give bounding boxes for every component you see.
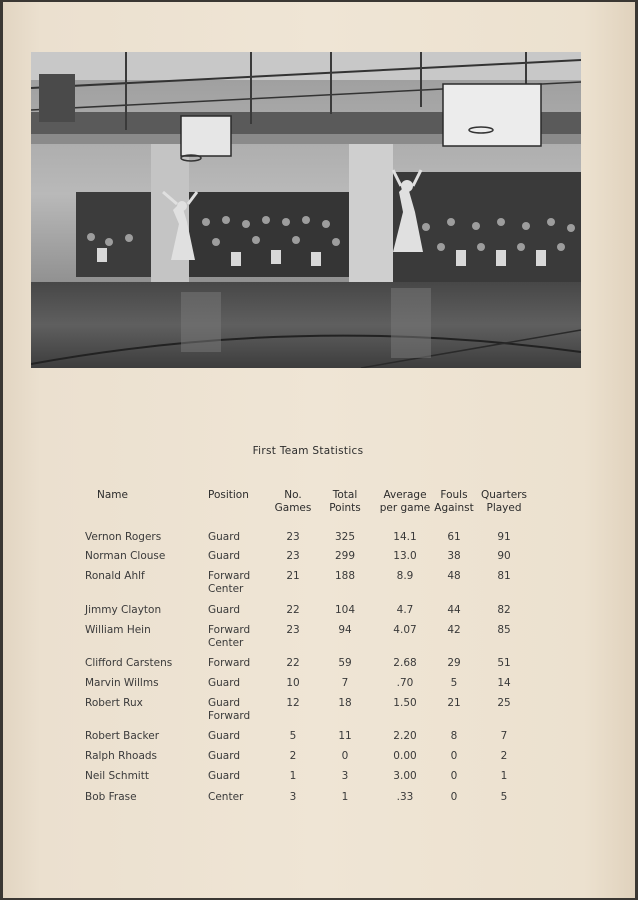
row-position: Forward xyxy=(208,657,251,669)
row-fouls: 48 xyxy=(447,570,461,582)
row-fouls: 42 xyxy=(447,624,461,636)
row-fouls: 38 xyxy=(447,550,461,562)
row-quarters: 85 xyxy=(497,624,511,636)
row-games: 23 xyxy=(286,550,300,562)
row-games: 5 xyxy=(289,730,297,742)
row-name: Robert Rux xyxy=(85,697,143,709)
row-average: .70 xyxy=(396,677,414,689)
header-quarters-line1: Quarters xyxy=(480,489,528,501)
row-average: 8.9 xyxy=(396,570,414,582)
row-fouls: 44 xyxy=(447,604,461,616)
row-average: 4.07 xyxy=(393,624,417,636)
header-average xyxy=(375,489,435,515)
row-name: Clifford Carstens xyxy=(85,657,173,669)
row-name: Neil Schmitt xyxy=(85,770,149,782)
row-points: 299 xyxy=(334,550,356,562)
row-name: Bob Frase xyxy=(85,791,137,803)
row-position: Center xyxy=(208,637,244,649)
row-quarters: 51 xyxy=(497,657,511,669)
header-points-line2: Points xyxy=(329,502,361,514)
header-name: Name xyxy=(97,489,128,501)
row-average: 1.50 xyxy=(393,697,417,709)
header-games xyxy=(271,489,315,515)
row-position: Forward xyxy=(208,570,251,582)
row-average: 14.1 xyxy=(393,531,417,543)
table-title: First Team Statistics xyxy=(252,445,364,457)
header-games-line1: No. xyxy=(284,489,302,501)
header-average-line1: Average xyxy=(383,489,427,501)
header-quarters-line2: Played xyxy=(486,502,522,514)
row-fouls: 61 xyxy=(447,531,461,543)
row-points: 59 xyxy=(338,657,352,669)
row-name: Ronald Ahlf xyxy=(85,570,145,582)
row-position: Center xyxy=(208,791,244,803)
row-fouls: 8 xyxy=(450,730,458,742)
row-position: Guard xyxy=(208,697,241,709)
row-position: Guard xyxy=(208,730,241,742)
row-quarters: 82 xyxy=(497,604,511,616)
row-name: Norman Clouse xyxy=(85,550,166,562)
row-name: Marvin Willms xyxy=(85,677,159,689)
header-games-line2: Games xyxy=(274,502,312,514)
row-name: Jimmy Clayton xyxy=(85,604,162,616)
row-name: Robert Backer xyxy=(85,730,160,742)
row-points: 104 xyxy=(334,604,356,616)
row-quarters: 1 xyxy=(500,770,508,782)
row-average: 4.7 xyxy=(396,604,414,616)
row-name: William Hein xyxy=(85,624,151,636)
row-position: Guard xyxy=(208,677,241,689)
row-points: 3 xyxy=(341,770,349,782)
row-average: 13.0 xyxy=(393,550,417,562)
row-games: 22 xyxy=(286,604,300,616)
row-points: 11 xyxy=(338,730,352,742)
header-points xyxy=(323,489,367,515)
row-position: Guard xyxy=(208,750,241,762)
row-position: Center xyxy=(208,583,244,595)
header-fouls-line2: Against xyxy=(434,502,474,514)
header-fouls xyxy=(431,489,477,515)
row-average: 3.00 xyxy=(393,770,417,782)
row-average: 2.20 xyxy=(393,730,417,742)
row-points: 325 xyxy=(334,531,356,543)
row-games: 22 xyxy=(286,657,300,669)
header-average-line2: per game xyxy=(379,502,431,514)
row-position: Forward xyxy=(208,710,251,722)
header-fouls-line1: Fouls xyxy=(440,489,468,501)
row-quarters: 2 xyxy=(500,750,508,762)
row-quarters: 81 xyxy=(497,570,511,582)
header-quarters xyxy=(479,489,529,515)
row-games: 10 xyxy=(286,677,300,689)
row-games: 3 xyxy=(289,791,297,803)
row-points: 188 xyxy=(334,570,356,582)
row-quarters: 91 xyxy=(497,531,511,543)
header-position: Position xyxy=(208,489,249,501)
row-points: 0 xyxy=(341,750,349,762)
row-fouls: 29 xyxy=(447,657,461,669)
row-points: 7 xyxy=(341,677,349,689)
row-fouls: 0 xyxy=(450,750,458,762)
row-position: Guard xyxy=(208,550,241,562)
row-fouls: 0 xyxy=(450,770,458,782)
row-average: 2.68 xyxy=(393,657,417,669)
row-points: 94 xyxy=(338,624,352,636)
row-fouls: 21 xyxy=(447,697,461,709)
row-games: 23 xyxy=(286,624,300,636)
row-fouls: 5 xyxy=(450,677,458,689)
row-name: Ralph Rhoads xyxy=(85,750,158,762)
yearbook-page xyxy=(3,2,635,898)
row-quarters: 14 xyxy=(497,677,511,689)
row-average: 0.00 xyxy=(393,750,417,762)
row-position: Guard xyxy=(208,531,241,543)
row-quarters: 25 xyxy=(497,697,511,709)
row-games: 1 xyxy=(289,770,297,782)
row-games: 12 xyxy=(286,697,300,709)
row-games: 2 xyxy=(289,750,297,762)
row-position: Guard xyxy=(208,770,241,782)
row-games: 21 xyxy=(286,570,300,582)
row-points: 1 xyxy=(341,791,349,803)
row-quarters: 90 xyxy=(497,550,511,562)
row-quarters: 5 xyxy=(500,791,508,803)
row-games: 23 xyxy=(286,531,300,543)
row-position: Guard xyxy=(208,604,241,616)
header-points-line1: Total xyxy=(332,489,358,501)
row-position: Forward xyxy=(208,624,251,636)
row-fouls: 0 xyxy=(450,791,458,803)
row-name: Vernon Rogers xyxy=(85,531,162,543)
row-average: .33 xyxy=(396,791,414,803)
row-points: 18 xyxy=(338,697,352,709)
stats-table xyxy=(3,2,635,898)
row-quarters: 7 xyxy=(500,730,508,742)
